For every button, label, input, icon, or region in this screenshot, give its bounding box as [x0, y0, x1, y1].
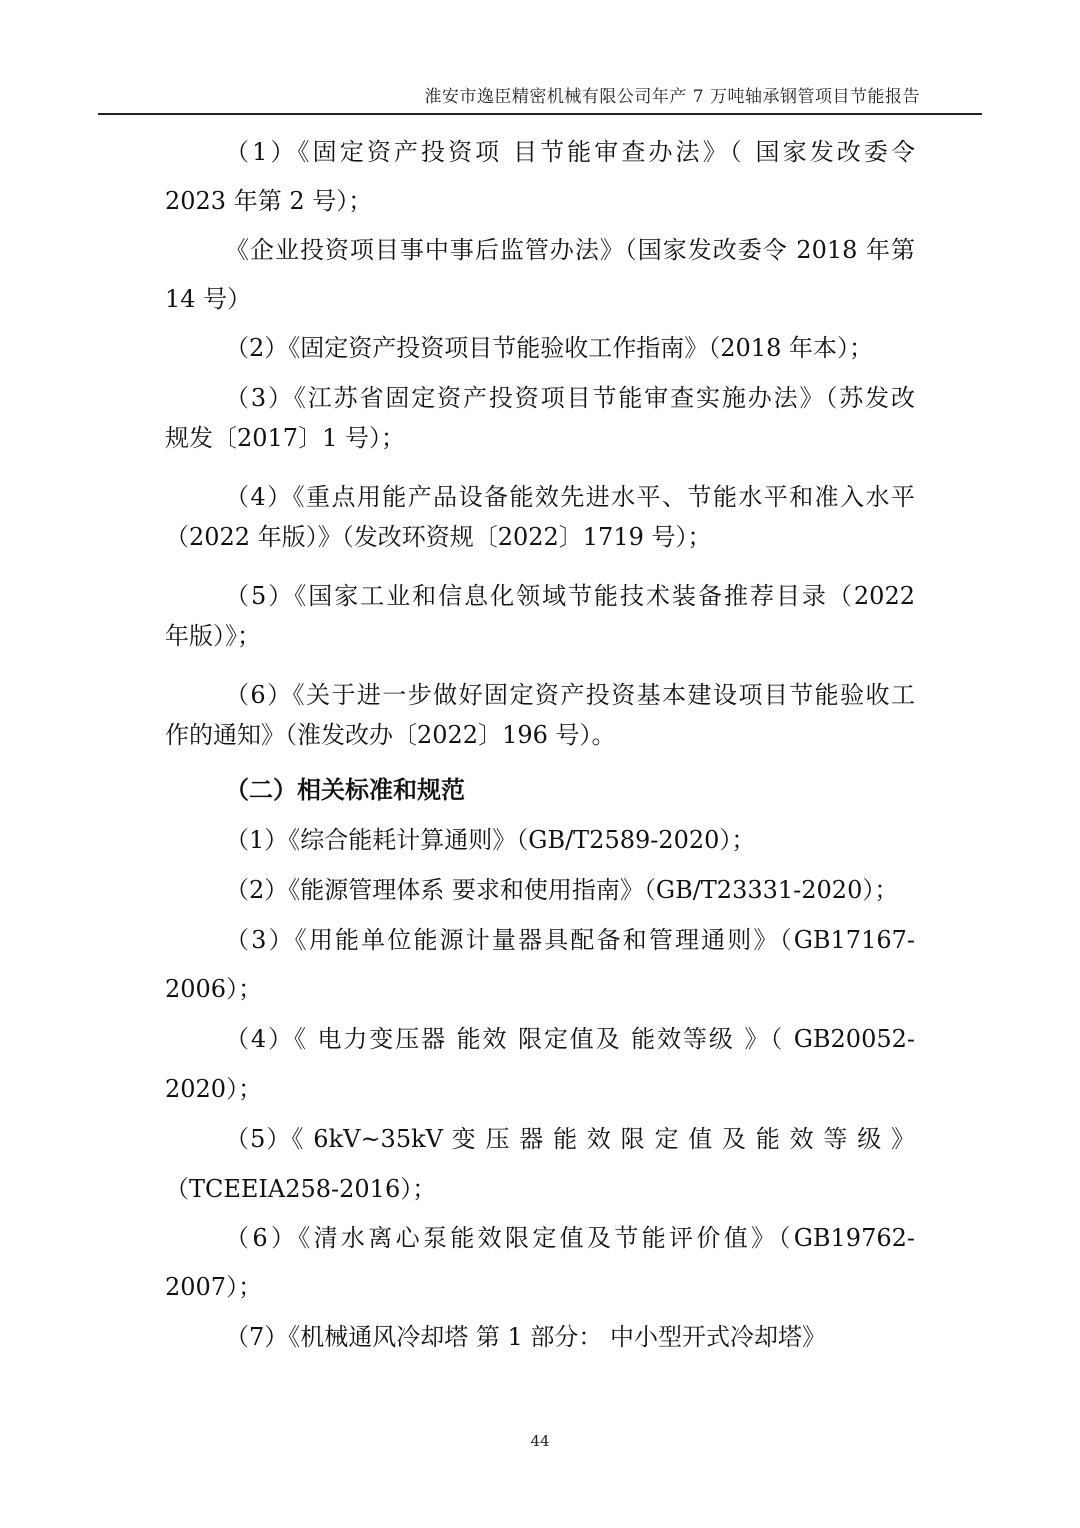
reference-line: （5）《国家工业和信息化领域节能技术装备推荐目录（2022 [225, 582, 915, 610]
document-header: 淮安市逸臣精密机械有限公司年产 7 万吨轴承钢管项目节能报告 [424, 87, 920, 107]
reference-line: 2023 年第 2 号）； [165, 187, 373, 215]
reference-line: （6）《关于进一步做好固定资产投资基本建设项目节能验收工 [225, 681, 915, 709]
standard-line: （TCEEIA258-2016）； [165, 1175, 437, 1203]
reference-line: （2022 年版）》（发改环资规〔2022〕1719 号）； [165, 523, 712, 551]
standard-line: 2007）； [165, 1273, 263, 1301]
reference-line: （3）《江苏省固定资产投资项目节能审查实施办法》（苏发改 [225, 384, 915, 412]
standard-line: （1）《综合能耗计算通则》（GB/T2589-2020）； [225, 826, 756, 854]
reference-line: 年版）》； [165, 622, 261, 650]
reference-line: （4）《重点用能产品设备能效先进水平、节能水平和准入水平 [225, 483, 915, 511]
section-heading: （二）相关标准和规范 [225, 775, 465, 804]
standard-line: 2006）； [165, 975, 263, 1003]
standard-line: （5）《 6kV~35kV 变 压 器 能 效 限 定 值 及 能 效 等 级 》 [225, 1125, 915, 1153]
reference-line: 作的通知》（淮发改办〔2022〕196 号）。 [165, 721, 616, 749]
standard-line: （2）《能源管理体系 要求和使用指南》（GB/T23331-2020）； [225, 876, 899, 904]
standard-line: （4）《 电力变压器 能效 限定值及 能效等级 》（ GB20052- [225, 1025, 915, 1053]
reference-line: （2）《固定资产投资项目节能验收工作指南》（2018 年本）； [225, 334, 873, 362]
reference-line: 规发〔2017〕1 号）； [165, 424, 405, 452]
reference-line: （1）《固定资产投资项 目节能审查办法》（ 国家发改委令 [225, 138, 915, 166]
standard-line: 2020）； [165, 1075, 263, 1103]
standard-line: （3）《用能单位能源计量器具配备和管理通则》（GB17167- [225, 926, 915, 954]
standard-line: （6）《清水离心泵能效限定值及节能评价值》（GB19762- [225, 1224, 915, 1252]
page-number: 44 [530, 1432, 550, 1450]
standard-line: （7）《机械通风冷却塔 第 1 部分： 中小型开式冷却塔》 [225, 1323, 827, 1351]
reference-line: 14 号） [165, 285, 252, 313]
header-divider [98, 113, 982, 115]
reference-line: 《企业投资项目事中事后监管办法》（国家发改委令 2018 年第 [225, 236, 915, 264]
